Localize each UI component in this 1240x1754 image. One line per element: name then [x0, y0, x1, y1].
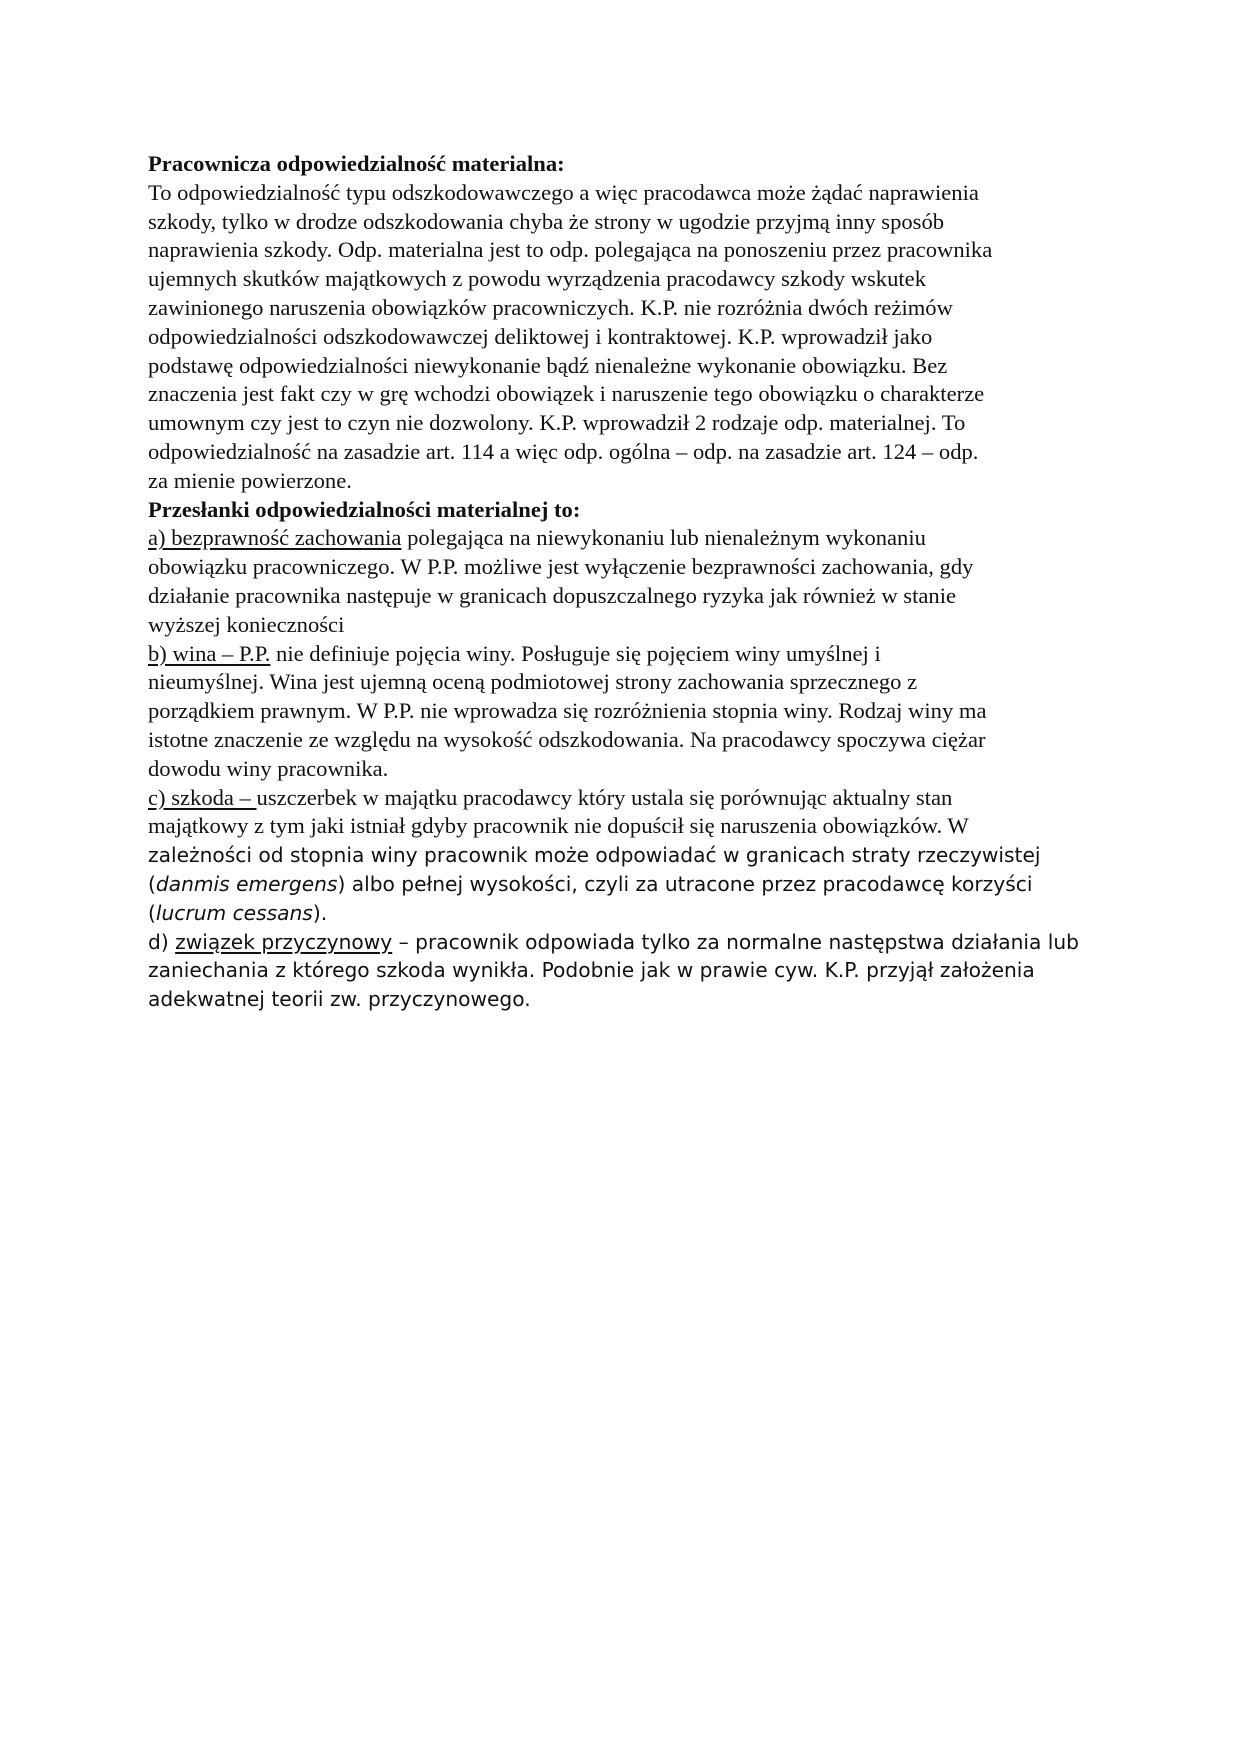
intro-paragraph-line-1: To odpowiedzialność typu odszkodowawczego a więc pracodawca może żądać naprawienia	[148, 179, 979, 205]
item-a-line-2: obowiązku pracowniczego. W P.P. możliwe jest wyłączenie bezprawności zachowania, gdy	[148, 554, 974, 580]
item-a-line-1	[148, 524, 1088, 553]
item-d-text: – pracownik odpowiada tylko za normalne następstwa działania lub	[392, 929, 1079, 954]
intro-paragraph-line-9: umownym czy jest to czyn nie dozwolony. K.P. wprowadził 2 rodzaje odp. materialnej. To	[148, 410, 966, 436]
intro-paragraph-line-5: zawinionego naruszenia obowiązków pracowniczych. K.P. nie rozróżnia dwóch reżimów	[148, 294, 953, 320]
item-a-line-4: wyższej konieczności	[148, 611, 345, 637]
item-a-line-3: działanie pracownika następuje w granicach dopuszczalnego ryzyka jak również w stanie	[148, 582, 957, 608]
item-a-text: polegająca na niewykonaniu lub nienależnym wykonaniu	[401, 525, 926, 551]
item-a-label: a) bezprawność zachowania	[148, 525, 402, 551]
intro-paragraph-line-10: odpowiedzialność na zasadzie art. 114 a więc odp. ogólna – odp. na zasadzie art. 124 – odp.	[148, 438, 979, 464]
item-b-text: nie definiuje pojęcia winy. Posługuje się pojęciem winy umyślnej i	[270, 640, 881, 666]
item-c-line-4-text: ) albo pełnej wysokości, czyli za utracone przez pracodawcę korzyści	[337, 871, 1033, 896]
item-d-prefix: d)	[148, 929, 176, 954]
item-b-line-2: nieumyślnej. Wina jest ujemną oceną podmiotowej strony zachowania sprzecznego z	[148, 669, 918, 695]
item-c-line-1	[148, 784, 1088, 813]
item-c-text: uszczerbek w majątku pracodawcy który ustala się porównując aktualny stan	[256, 784, 953, 810]
item-d-label: związek przyczynowy	[175, 929, 393, 954]
item-c-paren-open: (	[148, 871, 156, 896]
item-d-line-3: adekwatnej teorii zw. przyczynowego.	[148, 987, 531, 1012]
item-b	[148, 640, 1088, 784]
latin-term-lucrum-cessans: lucrum cessans	[155, 900, 313, 925]
item-c-paren-open-2: (	[148, 900, 156, 925]
intro-paragraph-line-4: ujemnych skutków majątkowych z powodu wyrządzenia pracodawcy szkody wskutek	[148, 266, 927, 292]
intro-paragraph-line-3: naprawienia szkody. Odp. materialna jest to odp. polegająca na ponoszeniu przez pracownika	[148, 237, 993, 263]
document-heading: Pracownicza odpowiedzialność materialna:	[148, 151, 565, 176]
item-b-label: b) wina – P.P.	[148, 640, 271, 666]
item-b-line-4: istotne znaczenie ze względu na wysokość odszkodowania. Na pracodawcy spoczywa ciężar	[148, 726, 986, 752]
intro-paragraph-line-8: znaczenia jest fakt czy w grę wchodzi obowiązek i naruszenie tego obowiązku o charakterze	[148, 381, 985, 407]
item-a	[148, 524, 1088, 639]
document-subheading: Przesłanki odpowiedzialności materialnej to:	[148, 496, 581, 522]
item-b-line-5: dowodu winy pracownika.	[148, 755, 389, 781]
item-b-line-1	[148, 640, 1088, 669]
intro-paragraph-line-2: szkody, tylko w drodze odszkodowania chyba że strony w ugodzie przyjmą inny sposób	[148, 208, 945, 234]
item-c-label: c) szkoda –	[148, 784, 257, 810]
intro-paragraph-line-6: odpowiedzialności odszkodowawczej deliktowej i kontraktowej. K.P. wprowadził jako	[148, 323, 933, 349]
item-c-line-5-text: ).	[312, 900, 328, 925]
item-c-line-4	[148, 870, 1088, 899]
latin-term-danmis-emergens: danmis emergens	[155, 871, 338, 896]
item-c	[148, 784, 1088, 928]
item-c-line-2: majątkowy z tym jaki istniał gdyby pracownik nie dopuścił się naruszenia obowiązków. W	[148, 813, 969, 839]
intro-paragraph	[148, 179, 1088, 496]
intro-paragraph-line-11: za mienie powierzone.	[148, 467, 352, 493]
item-d-line-1	[148, 928, 1088, 957]
item-c-line-3: zależności od stopnia winy pracownik może odpowiadać w granicach straty rzeczywistej	[148, 843, 1041, 868]
item-b-line-3: porządkiem prawnym. W P.P. nie wprowadza się rozróżnienia stopnia winy. Rodzaj winy ma	[148, 698, 987, 724]
intro-paragraph-line-7: podstawę odpowiedzialności niewykonanie bądź nienależne wykonanie obowiązku. Bez	[148, 352, 948, 378]
item-d-line-2: zaniechania z którego szkoda wynikła. Podobnie jak w prawie cyw. K.P. przyjął założenia	[148, 958, 1035, 983]
item-d	[148, 928, 1088, 1014]
item-c-line-5	[148, 899, 1088, 928]
document-body	[148, 150, 1088, 1014]
